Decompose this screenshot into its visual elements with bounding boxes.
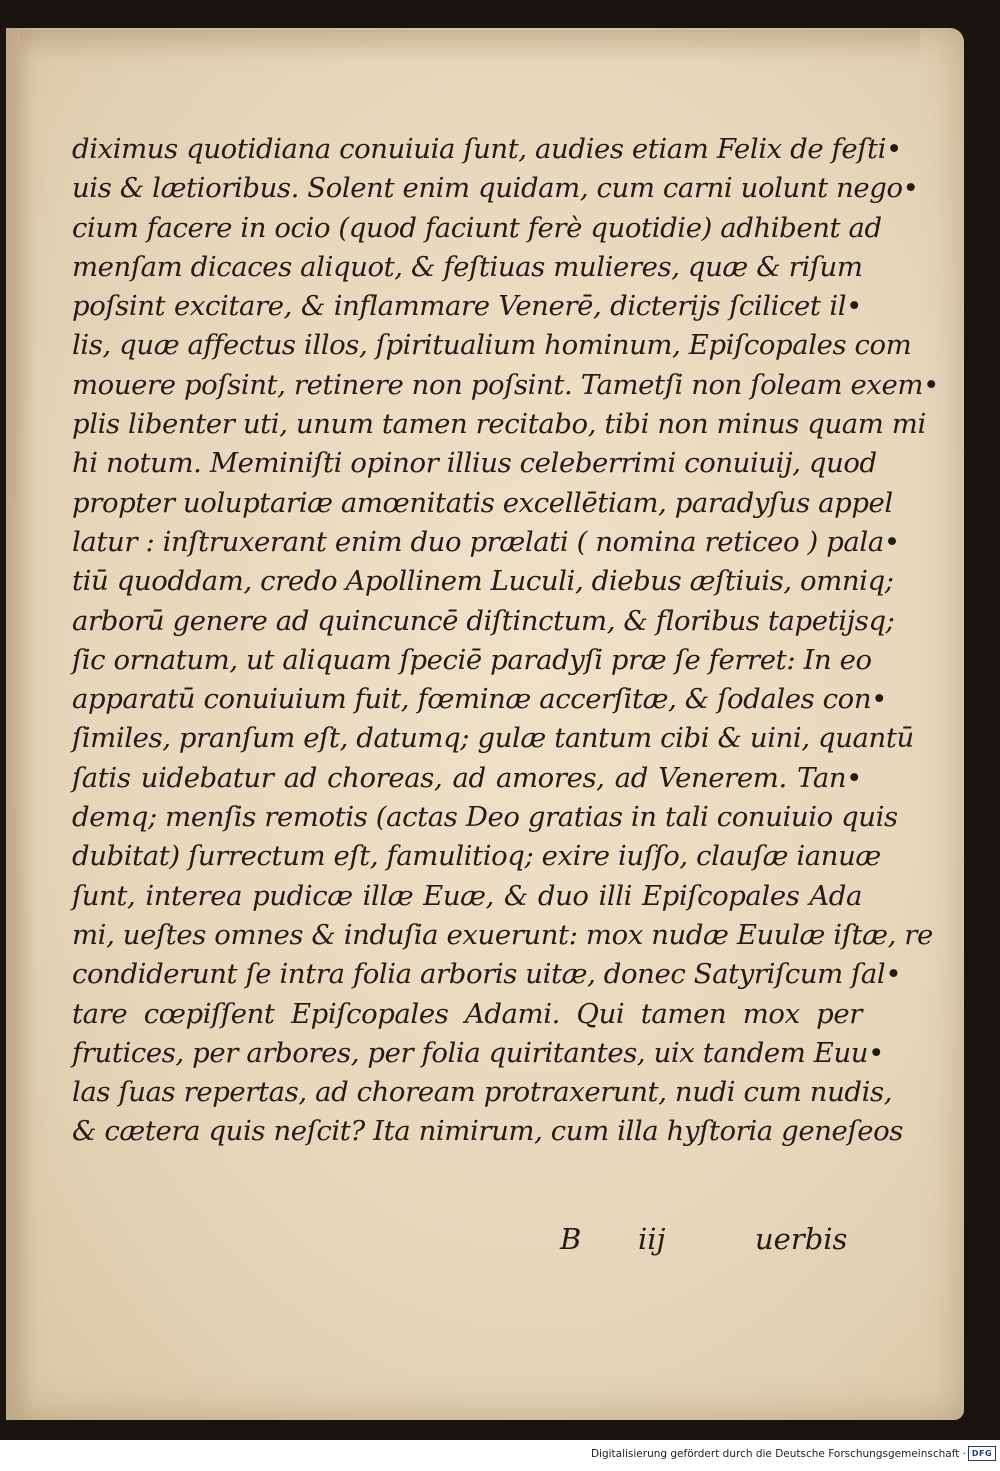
text-line-10: propter uoluptariæ amœnitatis excellētiam, paradyſus appel bbox=[72, 486, 893, 519]
text-line-16: ſimiles, pranſum eſt, datumq; gulæ tantum cibi & uini, quantū bbox=[72, 722, 914, 755]
signature-number: iij bbox=[638, 1222, 666, 1256]
page-stain bbox=[20, 30, 920, 60]
text-line-17: ſatis uidebatur ad choreas, ad amores, ad Venerem. Tan• bbox=[72, 761, 862, 794]
text-line-14: ſic ornatum, ut aliquam ſpeciē paradyſi præ ſe ferret: In eo bbox=[72, 643, 872, 676]
text-line-9: hi notum. Meminiſti opinor illius celeberrimi conuiuij, quod bbox=[72, 447, 877, 480]
text-line-4: menſam dicaces aliquot, & feſtiuas mulieres, quæ & riſum bbox=[72, 250, 863, 283]
text-line-5: poſsint excitare, & inflammare Venerē, dicterijs ſcilicet il• bbox=[72, 290, 862, 323]
text-line-23: tare cœpiſſent Epiſcopales Adami. Qui tamen mox per bbox=[72, 997, 862, 1030]
text-line-18: demq; menſis remotis (actas Deo gratias in tali conuiuio quis bbox=[72, 801, 898, 834]
text-line-3: cium facere in ocio (quod faciunt ferè quotidie) adhibent ad bbox=[72, 211, 882, 244]
text-line-26: & cætera quis neſcit? Ita nimirum, cum illa hyſtoria geneſeos bbox=[72, 1115, 903, 1148]
funding-credit: Digitalisierung gefördert durch die Deutsche Forschungsgemeinschaft · bbox=[590, 1448, 966, 1460]
catchword: uerbis bbox=[755, 1222, 848, 1256]
text-line-6: lis, quæ affectus illos, ſpiritualium hominum, Epiſcopales com bbox=[72, 329, 912, 362]
text-line-20: ſunt, interea pudicæ illæ Euæ, & duo illi Epiſcopales Ada bbox=[72, 879, 862, 912]
text-line-8: plis libenter uti, unum tamen recitabo, tibi non minus quam mi bbox=[72, 408, 926, 441]
text-line-7: mouere poſsint, retinere non poſsint. Tametſi non ſoleam exem• bbox=[72, 368, 939, 401]
text-line-12: tiū quoddam, credo Apollinem Luculi, diebus æſtiuis, omniq; bbox=[72, 565, 894, 598]
text-line-15: apparatū conuiuium fuit, fœminæ accerſitæ, & ſodales con• bbox=[72, 683, 887, 716]
text-line-19: dubitat) ſurrectum eſt, famulitioq; exire iuſſo, clauſæ ianuæ bbox=[72, 840, 881, 873]
signature-letter: B bbox=[560, 1222, 582, 1256]
footer-bar bbox=[0, 1440, 1000, 1471]
text-line-25: las ſuas repertas, ad choream protraxerunt, nudi cum nudis, bbox=[72, 1076, 893, 1109]
page-gutter-shadow bbox=[6, 28, 34, 1420]
text-line-21: mi, ueſtes omnes & induſia exuerunt: mox nudæ Euulæ iſtæ, re bbox=[72, 918, 933, 951]
text-line-13: arborū genere ad quincuncē diſtinctum, & floribus tapetijsq; bbox=[72, 604, 895, 637]
dfg-logo-icon: DFG bbox=[968, 1446, 996, 1461]
text-line-11: latur : inſtruxerant enim duo prælati ( nomina reticeo ) pala• bbox=[72, 525, 900, 558]
text-line-2: uis & lætioribus. Solent enim quidam, cum carni uolunt nego• bbox=[72, 172, 919, 205]
text-line-1: diximus quotidiana conuiuia ſunt, audies etiam Felix de feſti• bbox=[72, 133, 902, 165]
body-text bbox=[72, 130, 939, 1152]
text-line-24: frutices, per arbores, per folia quiritantes, uix tandem Euu• bbox=[72, 1036, 884, 1069]
text-line-22: condiderunt ſe intra folia arboris uitæ, donec Satyriſcum ſal• bbox=[72, 958, 902, 991]
